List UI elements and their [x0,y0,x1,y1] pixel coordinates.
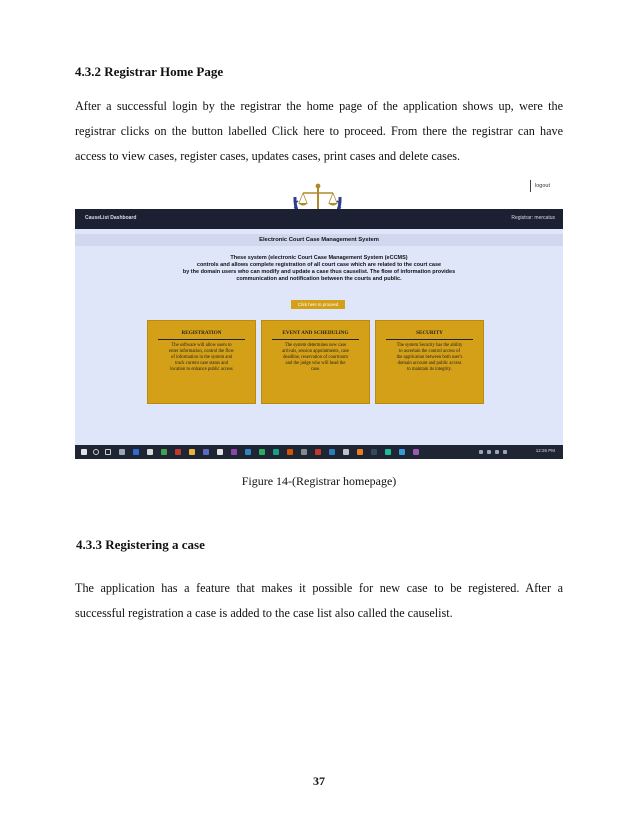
taskbar-app-icon[interactable] [259,449,265,455]
card-description [271,343,360,373]
description-line: by the domain users who can modify and update a case thus causelist. The flow of information provides [182,269,456,275]
card-description [157,343,246,373]
card-line: The system determines new case [284,343,347,348]
taskbar-app-icon[interactable] [203,449,209,455]
dashboard-brand[interactable]: CauseList Dashboard [85,215,137,221]
taskbar-clock[interactable]: 12:26 PM [535,448,555,453]
registrar-user-label: Registrar: mercatus [511,215,555,221]
section-heading-4-3-2: 4.3.2 Registrar Home Page [75,64,224,79]
taskbar-app-icon[interactable] [217,449,223,455]
app-top-bar [75,209,563,229]
search-icon[interactable] [93,449,99,455]
paragraph-line: The application has a feature that makes it possible for new case to be registered. After a [75,581,563,595]
card-description [385,343,474,373]
taskbar-app-icon[interactable] [371,449,377,455]
taskbar-app-icon[interactable] [273,449,279,455]
windows-taskbar [75,445,563,459]
taskbar-app-icon[interactable] [161,449,167,455]
card-line: to ascertain the control access of [398,349,461,354]
card-line: to maintain its integrity. [407,367,452,372]
taskbar-app-icon[interactable] [231,449,237,455]
card-line: of information in the system and [170,355,233,360]
event-and-scheduling-card [261,320,370,404]
description-line: controls and allows complete registration of all court case which are related to the court case [196,262,442,268]
figure-caption: Figure 14-(Registrar homepage) [241,474,397,488]
registrar-homepage-screenshot [75,175,563,461]
taskbar-app-icon[interactable] [119,449,125,455]
taskbar-app-icon[interactable] [175,449,181,455]
card-line: deadline, reservation of courtroom [283,355,348,360]
taskbar-app-icon[interactable] [399,449,405,455]
card-line: location to enhance public access [170,367,233,372]
taskbar-app-icon[interactable] [133,449,139,455]
taskbar-app-icon[interactable] [385,449,391,455]
paragraph-line: successful registration a case is added to the case list also called the causelist. [75,606,453,620]
description-line: communication and notification between the courts and public. [236,276,402,282]
card-title: EVENT AND SCHEDULING [282,330,349,336]
logout-area [530,177,563,195]
card-line: arrivals, session appointments, case [282,349,349,354]
registration-card [147,320,256,404]
card-line: The software will allow users to [171,343,232,348]
task-view-icon[interactable] [105,449,111,455]
tray-icon[interactable] [479,450,483,454]
card-line: enter information, control the flow [169,349,234,354]
click-here-to-proceed-button[interactable]: Click here to proceed [291,300,345,309]
taskbar-app-icon[interactable] [147,449,153,455]
page-number: 37 [313,774,325,788]
paragraph-line: After a successful login by the registrar the home page of the application shows up, were the [75,99,563,113]
card-divider [386,339,473,340]
security-card [375,320,484,404]
taskbar-app-icon[interactable] [413,449,419,455]
tray-icon[interactable] [503,450,507,454]
taskbar-app-icon[interactable] [329,449,335,455]
taskbar-app-icon[interactable] [343,449,349,455]
windows-start-icon[interactable] [81,449,87,455]
taskbar-app-icon[interactable] [301,449,307,455]
logout-link[interactable]: logout [535,183,550,189]
taskbar-app-icon[interactable] [357,449,363,455]
section-heading-4-3-3: 4.3.3 Registering a case [76,537,205,552]
taskbar-app-icon[interactable] [287,449,293,455]
card-line: track current case status and [175,361,228,366]
section-4-3-3-paragraph [75,576,563,626]
taskbar-app-icon[interactable] [315,449,321,455]
tray-icon[interactable] [495,450,499,454]
section-4-3-2-paragraph [75,94,563,169]
folder-icon[interactable] [189,449,195,455]
card-title: SECURITY [416,330,443,336]
panel-title: Electronic Court Case Management System [75,234,563,246]
card-line: The system Security has the ability [396,343,463,348]
description-line: These system (electronic Court Case Management System (eCCMS) [230,255,408,261]
tray-icon[interactable] [487,450,491,454]
card-line: domain account and public access [397,361,462,366]
card-title: REGISTRATION [181,330,222,336]
divider [530,180,531,192]
taskbar-app-icon[interactable] [245,449,251,455]
main-panel [75,229,563,445]
card-line: and the judge who will head the [285,361,346,366]
paragraph-line: access to view cases, register cases, updates cases, print cases and delete cases. [75,149,461,163]
panel-description [105,255,533,283]
card-line: the application between both user's [396,355,463,360]
card-divider [158,339,245,340]
card-divider [272,339,359,340]
paragraph-line: registrar clicks on the button labelled Click here to proceed. From there the registrar can have [75,124,563,138]
card-line: case. [310,367,321,372]
